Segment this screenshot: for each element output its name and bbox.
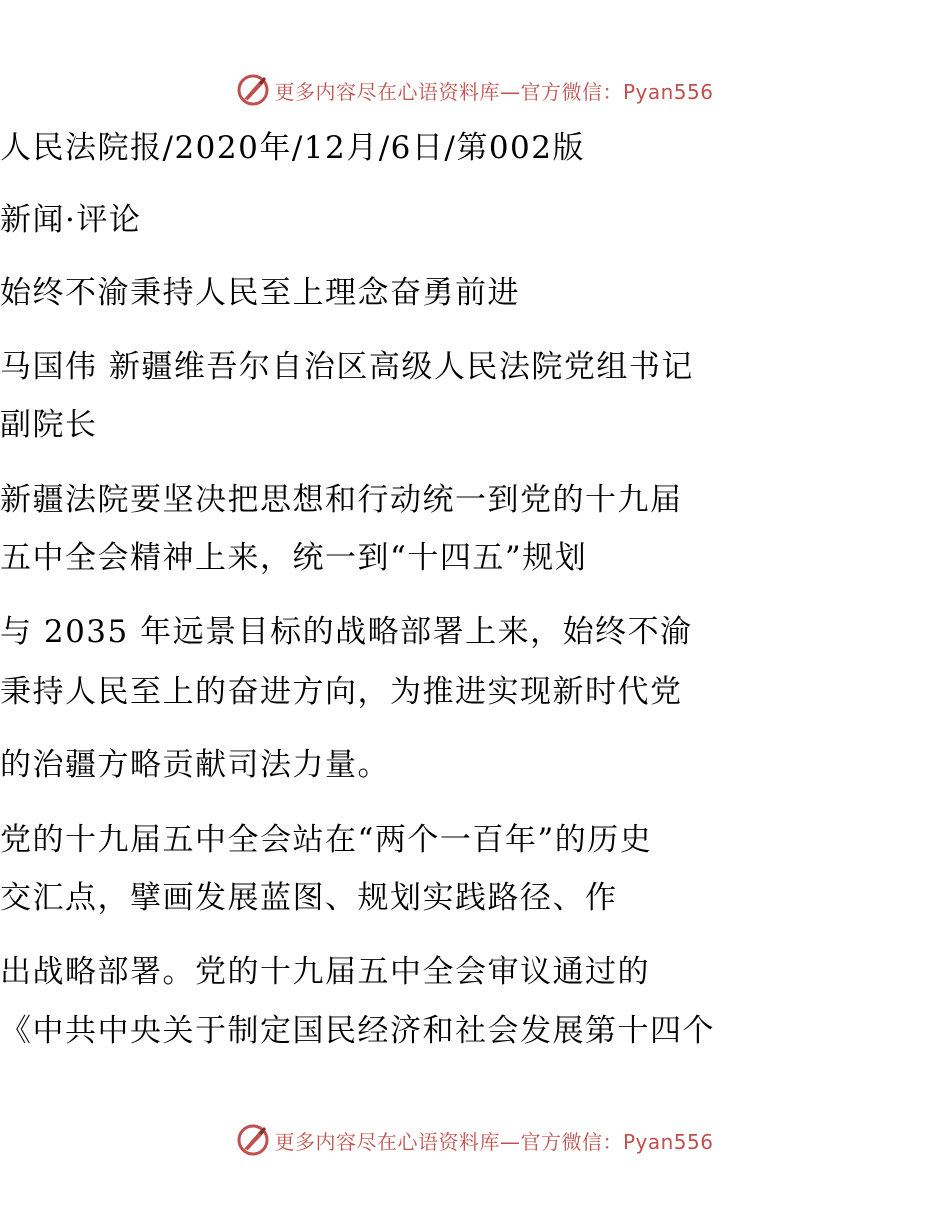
text-line: 人民法院报/2020年/12月/6日/第002版 xyxy=(0,130,586,166)
text-line: 秉持人民至上的奋进方向，为推进实现新时代党 xyxy=(0,674,683,710)
watermark-contact: 官方微信：Pyan556 xyxy=(520,1129,714,1154)
text-line: 副院长 xyxy=(0,407,98,443)
text-line: 的治疆方略贡献司法力量。 xyxy=(0,747,390,783)
watermark-brand: 更多内容尽在心语资料库 xyxy=(274,79,500,104)
text-line: 出战略部署。党的十九届五中全会审议通过的 xyxy=(0,954,650,990)
text-line: 与 2035 年远景目标的战略部署上来，始终不渝 xyxy=(0,614,693,650)
text-line: 新疆法院要坚决把思想和行动统一到党的十九届 xyxy=(0,482,683,518)
text-line: 马国伟 新疆维吾尔自治区高级人民法院党组书记 xyxy=(0,349,694,385)
text-line: 新闻·评论 xyxy=(0,202,142,238)
watermark-text xyxy=(274,1126,713,1155)
text-line: 五中全会精神上来，统一到“十四五”规划 xyxy=(0,540,588,576)
quill-logo-icon xyxy=(236,1123,270,1157)
text-line: 交汇点，擘画发展蓝图、规划实践路径、作 xyxy=(0,880,618,916)
text-line: 始终不渝秉持人民至上理念奋勇前进 xyxy=(0,275,520,311)
watermark-separator: — xyxy=(499,1129,521,1154)
watermark-brand: 更多内容尽在心语资料库 xyxy=(274,1129,500,1154)
watermark-separator: — xyxy=(499,79,521,104)
text-line: 《中共中央关于制定国民经济和社会发展第十四个 xyxy=(0,1013,715,1049)
watermark-contact: 官方微信：Pyan556 xyxy=(520,79,714,104)
text-line: 党的十九届五中全会站在“两个一百年”的历史 xyxy=(0,822,653,858)
footer-watermark xyxy=(0,1120,950,1160)
